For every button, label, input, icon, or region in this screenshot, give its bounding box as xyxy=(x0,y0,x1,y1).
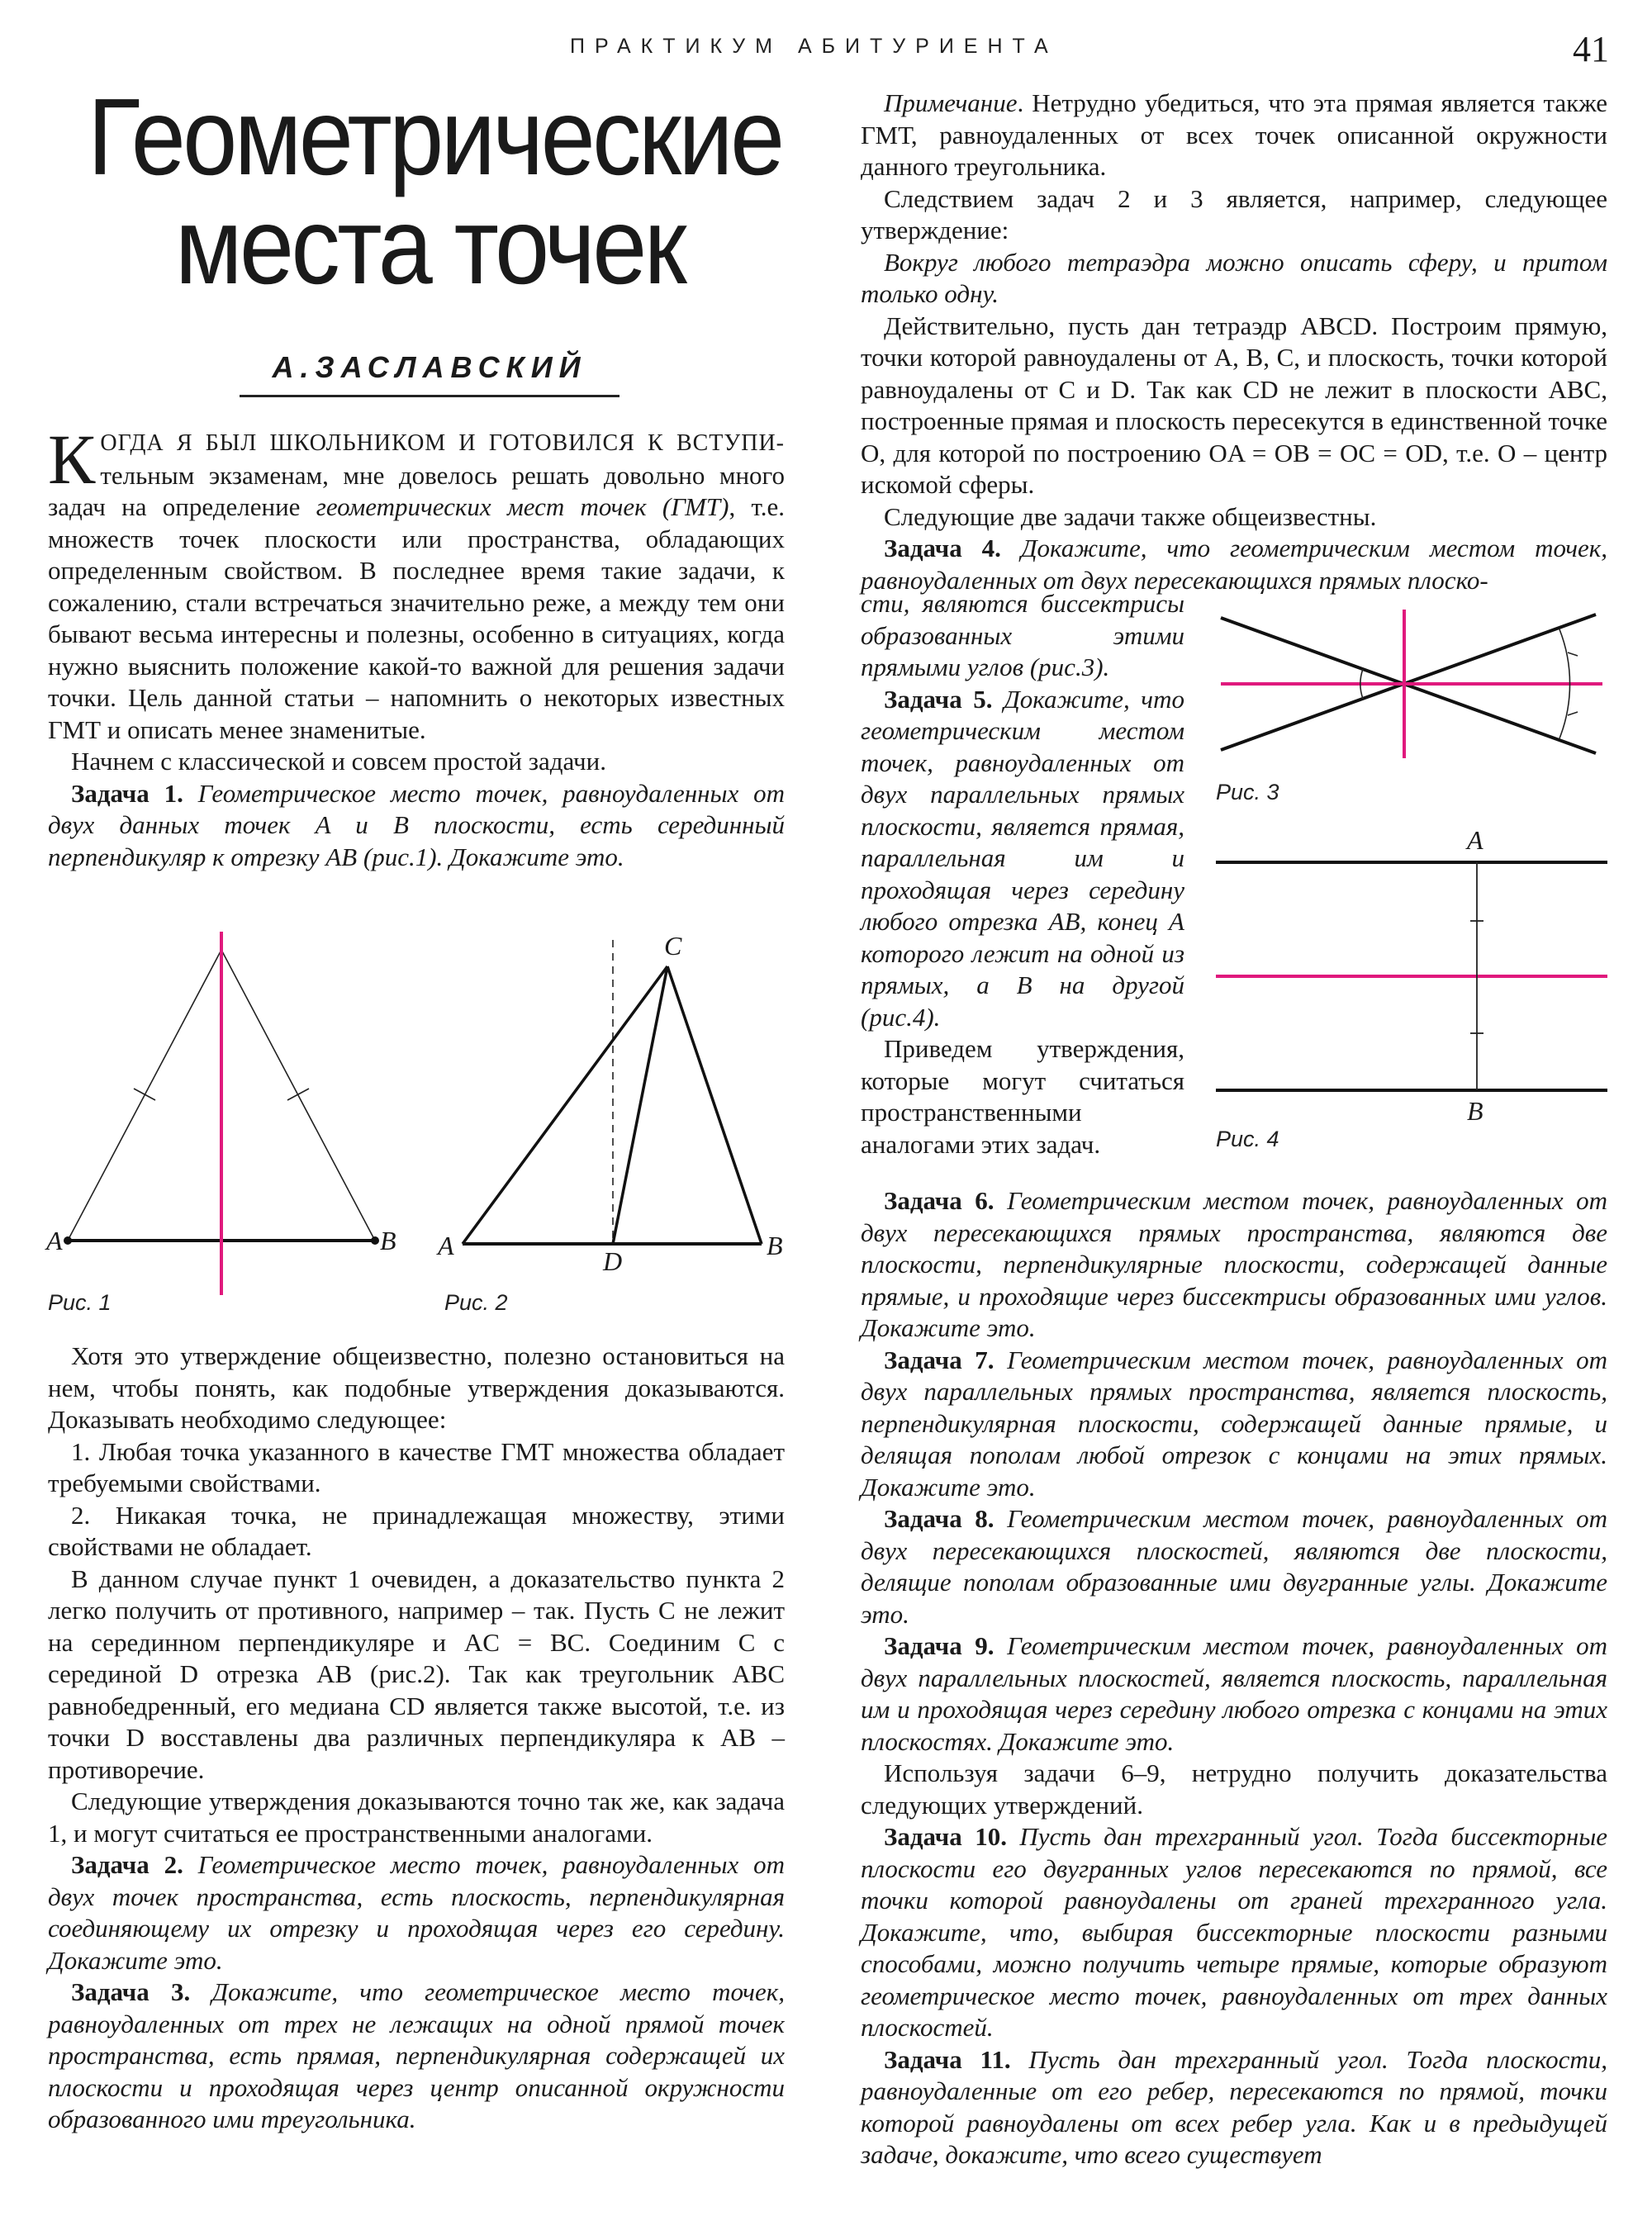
fig2-side-bc xyxy=(667,966,762,1244)
problem-7 xyxy=(861,1345,1607,1504)
fig3-caption: Рис. 3 xyxy=(1216,780,1279,804)
title-line-2: места точек xyxy=(174,185,685,306)
problem-2 xyxy=(48,1849,785,1976)
fig1-tick-ac xyxy=(134,1089,155,1100)
intro-text-b: , т.е. множеств точек плоскости или пространства, обладающих определенным свойством. В последнее время такие задачи, к сожалению, стали встречаться значительно реже, а между тем они бывают весьма интересны и полезны, особенно в ситуациях, когда нужно выяснить положение какой-то важной для решения задачи точки. Цель данной статьи – напомнить о некоторых известных ГМТ и описать менее знаменитые. xyxy=(48,492,785,744)
problem-text: Геометрическим местом точек, равноудаленных от двух параллельных плоскостей, является плоскость, параллельная им и проходящая через середину любого отрезка с концами на этих плоскостях. Докажите это. xyxy=(861,1631,1607,1756)
problem-11 xyxy=(861,2044,1607,2171)
problem-text: Геометрическим местом точек, равноудаленных от двух параллельных прямых пространства, является плоскость, перпендикулярная плоскости, содержащей данные прямые, и делящая пополам любой отрезок с концами на этих прямых. Докажите это. xyxy=(861,1345,1607,1502)
note-text: . Нетрудно убедиться, что эта прямая является также ГМТ, равноудаленных от всех точек описанной окружности данного треугольника. xyxy=(861,88,1607,181)
fig4-caption: Рис. 4 xyxy=(1216,1127,1279,1151)
fig3-tick-bottom xyxy=(1568,712,1578,715)
title-line-1: Геометрические xyxy=(88,76,782,197)
drop-cap: К xyxy=(48,420,96,499)
problem-text: Докажите, что геометрическим местом точек, равноудаленных от двух пересекающихся прямых плоско- xyxy=(861,534,1607,595)
problem-text: Докажите, что геометрическим местом точек, равноудаленных от двух параллельных прямых плоскости, является прямая, параллельная им и проходящая через середину любого отрезка AB, конец A которого лежит на одной из прямых, а B на другой (рис.4). xyxy=(861,684,1184,1032)
figure-2 xyxy=(430,925,801,1276)
fig2-side-ac xyxy=(463,966,667,1244)
problem-1 xyxy=(48,778,785,874)
problem-text: сти, являются биссектрисы образованных этими прямыми углов (рис.3). xyxy=(861,589,1184,681)
figure-4 xyxy=(1214,825,1611,1126)
paragraph: Следующие утверждения доказываются точно так же, как задача 1, и могут считаться ее пространственными аналогами. xyxy=(48,1787,785,1848)
problem-label: Задача 5. xyxy=(884,684,993,714)
problem-text: Докажите, что геометрическое место точек, равноудаленных от трех не лежащих на одной прямой точек пространства, есть прямая, перпендикулярная содержащей их плоскости и проходящая через центр описанной окружности образованного ими треугольника. xyxy=(48,1977,785,2133)
right-column-top xyxy=(861,88,1607,596)
author-name: А.ЗАСЛАВСКИЙ xyxy=(272,350,587,384)
fig1-side-ac xyxy=(68,950,221,1241)
problem-6 xyxy=(861,1185,1607,1345)
fig2-label-b: B xyxy=(767,1231,783,1260)
problem-text: Геометрическим местом точек, равноудаленных от двух пересекающихся плоскостей, являются две плоскости, делящие пополам образованные ими двугранные углы. Докажите это. xyxy=(861,1504,1607,1629)
fig1-caption: Рис. 1 xyxy=(48,1290,112,1315)
problem-text: Геометрическое место точек, равноудаленных от двух точек пространства, есть плоскость, перпендикулярная соединяющему их отрезку и проходящая через его середину. Докажите это. xyxy=(48,1850,785,1975)
list-item: 2. Никакая точка, не принадлежащая множеству, этими свойствами не обладает. xyxy=(48,1500,785,1561)
paragraph: Начнем с классической и совсем простой задачи. xyxy=(71,747,606,776)
page-number: 41 xyxy=(1573,29,1609,69)
fig4-label-a: A xyxy=(1467,825,1483,855)
problem-label: Задача 1. xyxy=(71,778,183,808)
problem-label: Задача 3. xyxy=(71,1977,191,2006)
fig2-median-cd xyxy=(613,966,667,1244)
paragraph: В данном случае пункт 1 очевиден, а доказательство пункта 2 легко получить от противного, например – так. Пусть C не лежит на серединном перпендикуляре и AC = BC. Соединим C с серединой D отрезка AB (рис.2). Так как треугольник ABC равнобедренный, его медиана CD является также высотой, т.е. из точки D восставлены два различных перпендикуляра к AB – противоречие. xyxy=(48,1564,785,1784)
paragraph: Следующие две задачи также общеизвестны. xyxy=(884,501,1377,531)
note-label: Примечание xyxy=(884,88,1018,117)
problem-9 xyxy=(861,1630,1607,1758)
problem-label: Задача 9. xyxy=(884,1631,995,1660)
paragraph: Хотя это утверждение общеизвестно, полезно остановиться на нем, чтобы понять, как подобные утверждения доказываются. Доказывать необходимо следующее: xyxy=(48,1341,785,1434)
note-paragraph xyxy=(861,88,1607,183)
figure-1 xyxy=(41,925,405,1255)
fig2-caption: Рис. 2 xyxy=(444,1290,508,1315)
problem-5 xyxy=(861,684,1184,1034)
problem-4 xyxy=(861,533,1607,596)
problem-text: Пусть дан трехгранный угол. Тогда плоскости, равноудаленные от его ребер, пересекаются по прямой, точки которой равноудалены от всех ребер угла. Как и в предыдущей задаче, докажите, что всего существует xyxy=(861,2044,1607,2169)
problem-4-continued xyxy=(861,588,1184,684)
fig4-label-b: B xyxy=(1467,1096,1483,1126)
fig1-point-b xyxy=(371,1236,379,1245)
fig1-point-a xyxy=(64,1236,72,1245)
theorem-text: Вокруг любого тетраэдра можно описать сферу, и притом только одну. xyxy=(861,247,1607,308)
figure-3 xyxy=(1214,603,1611,760)
problem-label: Задача 2. xyxy=(71,1850,183,1879)
running-head: ПРАКТИКУМ АБИТУРИЕНТА xyxy=(570,35,1058,58)
fig2-label-d: D xyxy=(603,1246,623,1276)
problem-3 xyxy=(48,1976,785,2136)
problem-label: Задача 10. xyxy=(884,1822,1007,1851)
problem-label: Задача 8. xyxy=(884,1504,995,1533)
fig1-tick-bc xyxy=(287,1089,309,1100)
intro-caps: ОГДА Я БЫЛ ШКОЛЬНИКОМ И ГОТОВИЛСЯ К ВСТУПИ- xyxy=(100,430,785,456)
left-column-top xyxy=(48,420,785,873)
article-title xyxy=(88,76,782,306)
fig1-label-a: A xyxy=(46,1226,63,1255)
intro-paragraph xyxy=(48,420,785,746)
problem-text: Пусть дан трехгранный угол. Тогда биссекторные плоскости его двугранных углов пересекаются по прямой, все точки которой равноудалены от граней трехгранного угла. Докажите, что, выбирая биссекторные плоскости разными способами, можно получить четыре прямые, которые образуют геометрическое место точек, равноудаленных от трех данных плоскостей. xyxy=(861,1822,1607,2042)
problem-text: Геометрическое место точек, равноудаленных от двух данных точек A и B плоскости, есть серединный перпендикуляр к отрезку AB (рис.1). Докажите это. xyxy=(48,778,785,871)
fig3-tick-top xyxy=(1568,652,1578,656)
fig2-label-a: A xyxy=(438,1231,454,1260)
intro-text-a: тельным экзаменам, мне довелось решать довольно много задач на определение xyxy=(48,460,785,521)
problem-8 xyxy=(861,1503,1607,1630)
intro-emphasis: геометрических мест точек (ГМТ) xyxy=(316,492,729,521)
problem-label: Задача 4. xyxy=(884,534,1001,562)
fig2-label-c: C xyxy=(664,931,682,961)
left-column-bottom xyxy=(48,1341,785,2136)
problem-10 xyxy=(861,1821,1607,2044)
problem-label: Задача 6. xyxy=(884,1186,995,1215)
paragraph: Следствием задач 2 и 3 является, например, следующее утверждение: xyxy=(861,183,1607,244)
list-item: 1. Любая точка указанного в качестве ГМТ множества обладает требуемыми свойствами. xyxy=(48,1436,785,1497)
problem-label: Задача 7. xyxy=(884,1345,995,1374)
right-column-bottom xyxy=(861,1185,1607,2171)
problem-label: Задача 11. xyxy=(884,2044,1011,2074)
paragraph: Используя задачи 6–9, нетрудно получить доказательства следующих утверждений. xyxy=(861,1758,1607,1820)
fig1-side-bc xyxy=(221,950,375,1241)
problem-text: Геометрическим местом точек, равноудаленных от двух пересекающихся прямых пространства, являются две плоскости, перпендикулярные плоскости, содержащей данные прямые, и проходящие через биссектрисы образованных ими углов. Докажите это. xyxy=(861,1186,1607,1342)
right-column-narrow xyxy=(861,588,1184,1160)
author-rule xyxy=(240,395,620,397)
paragraph: Приведем утверждения, которые могут считаться пространственными аналогами этих задач. xyxy=(861,1034,1184,1159)
theorem-statement xyxy=(861,247,1607,311)
paragraph: Действительно, пусть дан тетраэдр ABCD. Построим прямую, точки которой равноудалены от A, B, C, и плоскость, точки которой равноудалены от C и D. Так как CD не лежит в плоскости ABC, построенные прямая и плоскость пересекутся в единственной точке O, для которой по построению OA = OB = OC = OD, т.е. O – центр искомой сферы. xyxy=(861,311,1607,499)
fig1-label-b: B xyxy=(380,1226,396,1255)
